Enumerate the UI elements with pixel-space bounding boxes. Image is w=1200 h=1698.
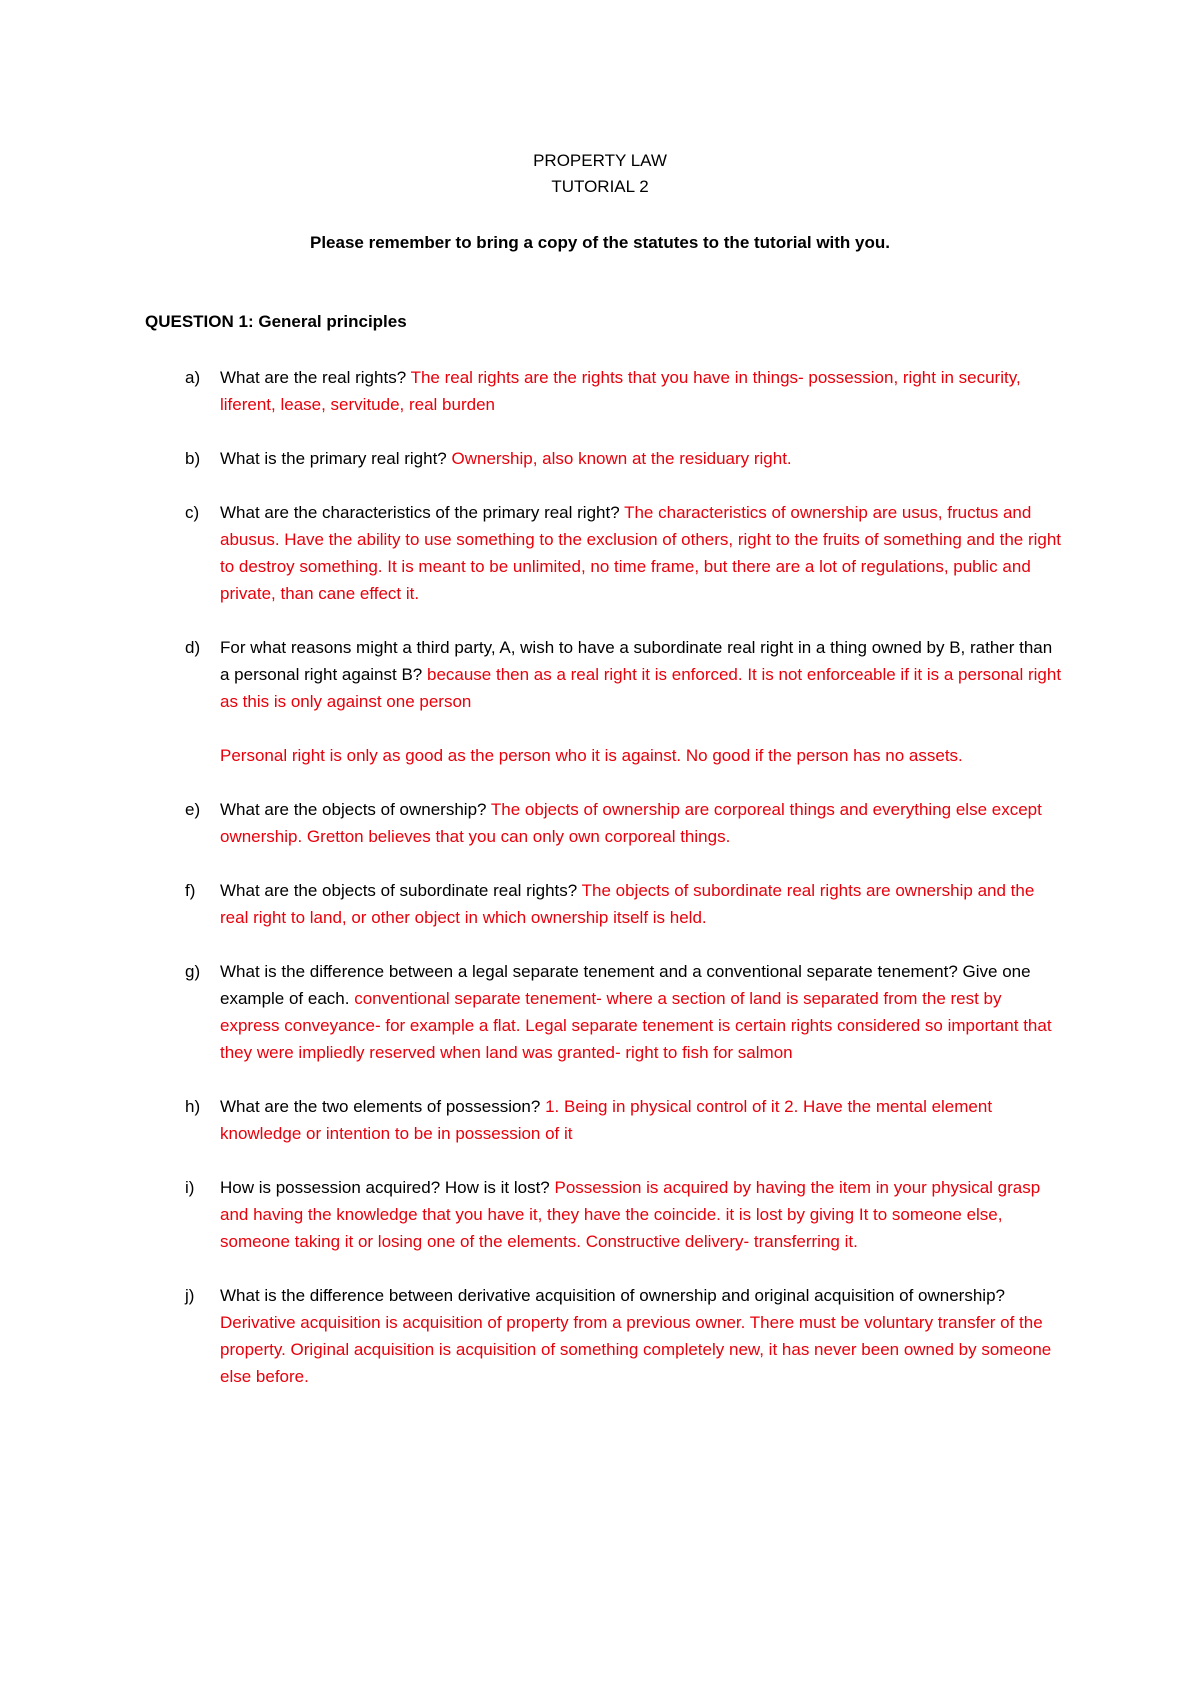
question-marker: j) [185,1286,195,1305]
question-body [220,1174,1065,1255]
question-body [220,445,1065,472]
question-marker: g) [185,962,201,981]
question-marker: h) [185,1097,201,1116]
question-body [220,877,1065,931]
answer-text: conventional separate tenement- where a section of land is separated from the rest by express conveyance- for example a flat. Legal separate tenement is certain rights considered so important that they were impliedly reserved when land was granted- right to fish for salmon [220,989,1052,1062]
question-item-i [145,1174,1065,1255]
question-text: What is the difference between derivative acquisition of ownership and original acquisition of ownership? [220,1286,1005,1305]
question-item-c [145,499,1065,607]
document-subtitle: TUTORIAL 2 [551,177,649,196]
question-marker: f) [185,881,196,900]
question-item-e [145,796,1065,850]
answer-extra-text: Personal right is only as good as the person who it is against. No good if the person has no assets. [220,746,963,765]
question-text: How is possession acquired? How is it lost? [220,1178,550,1197]
question-body [220,634,1065,715]
answer-text: The objects of subordinate real rights are ownership and the real right to land, or other object in which ownership itself is held. [220,881,1035,927]
section-heading: QUESTION 1: General principles [145,312,407,331]
answer-text: Derivative acquisition is acquisition of property from a previous owner. There must be voluntary transfer of the property. Original acquisition is acquisition of something completely new, it has never been owned by someone else before. [220,1313,1052,1386]
document-title: PROPERTY LAW [533,151,667,170]
answer-text: because then as a real right it is enforced. It is not enforceable if it is a personal right as this is only against one person [220,665,1062,711]
question-marker: i) [185,1178,195,1197]
question-list [145,364,1065,1417]
question-body [220,796,1065,850]
question-text: What are the objects of subordinate real rights? [220,881,578,900]
answer-text: Ownership, also known at the residuary right. [451,449,792,468]
question-item-j [145,1282,1065,1390]
question-text: What are the objects of ownership? [220,800,487,819]
question-marker: e) [185,800,201,819]
question-text: What is the primary real right? [220,449,447,468]
question-item-g [145,958,1065,1066]
answer-text: The real rights are the rights that you have in things- possession, right in security, liferent, lease, servitude, real burden [220,368,1021,414]
question-item-h [145,1093,1065,1147]
question-body [220,1093,1065,1147]
answer-text: Possession is acquired by having the item in your physical grasp and having the knowledge that you have it, they have the coincide. it is lost by giving It to someone else, someone taking it or losing one of the elements. Constructive delivery- transferring it. [220,1178,1041,1251]
question-text: What are the characteristics of the primary real right? [220,503,620,522]
question-marker: b) [185,449,201,468]
question-marker: a) [185,368,201,387]
question-item-f [145,877,1065,931]
question-text: What is the difference between a legal separate tenement and a conventional separate tenement? Give one example of each. [220,962,1031,1008]
answer-text: 1. Being in physical control of it 2. Have the mental element knowledge or intention to be in possession of it [220,1097,993,1143]
question-text: What are the real rights? [220,368,407,387]
question-body [220,364,1065,418]
question-text: For what reasons might a third party, A, wish to have a subordinate real right in a thing owned by B, rather than a personal right against B? [220,638,1053,684]
question-item-a [145,364,1065,418]
question-body [220,1282,1065,1390]
answer-text: The characteristics of ownership are usus, fructus and abusus. Have the ability to use something to the exclusion of others, right to the fruits of something and the right to destroy something. It is meant to be unlimited, no time frame, but there are a lot of regulations, public and private, than cane effect it. [220,503,1062,603]
reminder-note: Please remember to bring a copy of the statutes to the tutorial with you. [310,233,890,252]
question-body [220,499,1065,607]
question-item-d [145,634,1065,769]
answer-text: The objects of ownership are corporeal things and everything else except ownership. Gretton believes that you can only own corporeal things. [220,800,1042,846]
question-text: What are the two elements of possession? [220,1097,541,1116]
question-item-b [145,445,1065,472]
question-marker: d) [185,638,201,657]
question-body [220,958,1065,1066]
question-marker: c) [185,503,200,522]
